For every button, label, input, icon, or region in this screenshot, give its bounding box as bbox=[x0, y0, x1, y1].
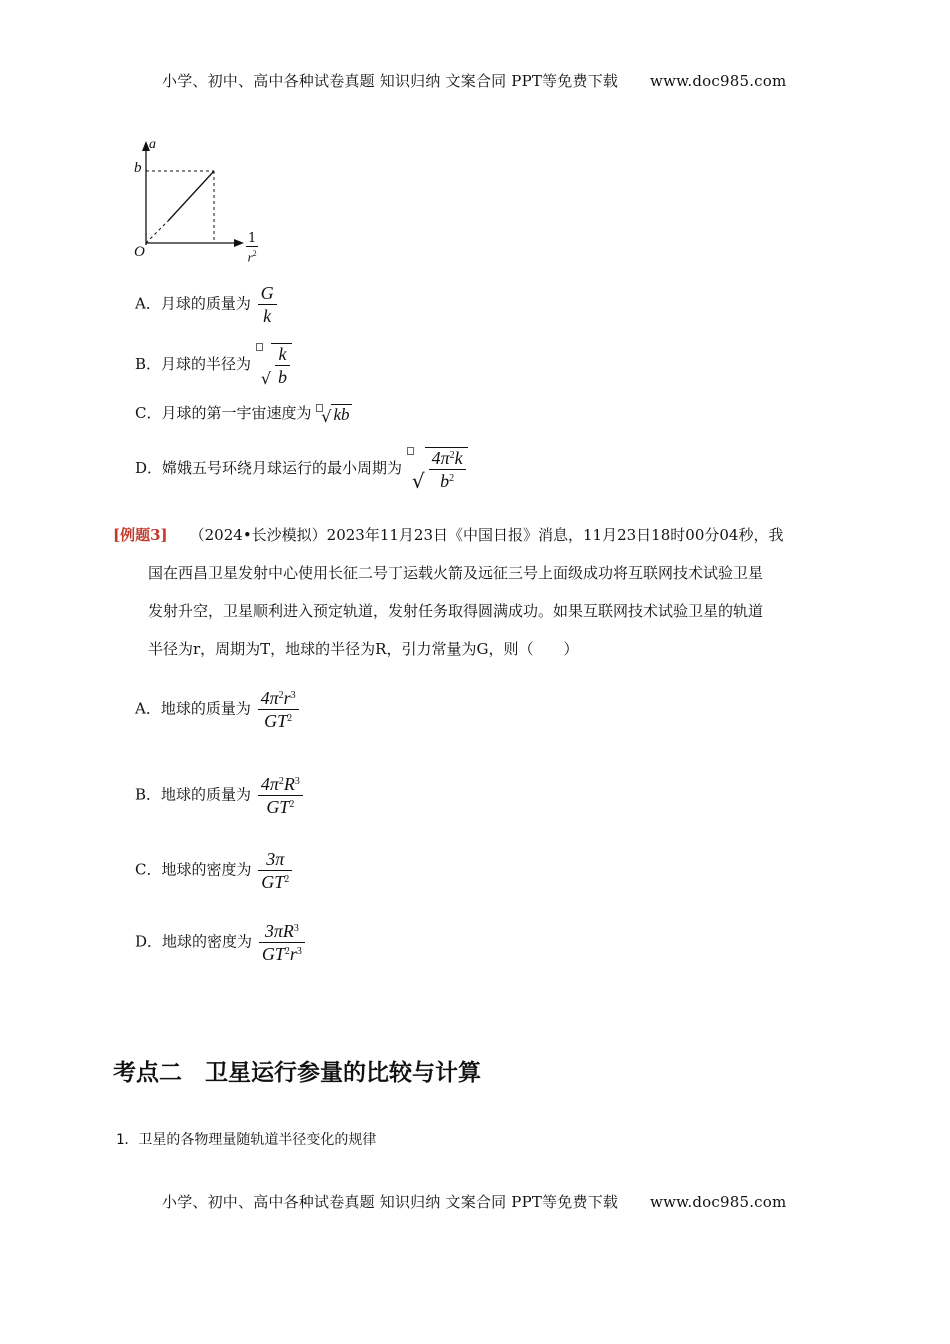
q3-option-b[interactable]: B．地球的质量为 $\frac{4\pi^2R^3}{GT^2}$ bbox=[135, 774, 303, 817]
b-label: b bbox=[134, 160, 142, 176]
data-line bbox=[168, 171, 214, 221]
y-axis-label: a bbox=[149, 137, 156, 152]
x-axis-arrow bbox=[234, 239, 244, 247]
example-label: [例题3] bbox=[113, 526, 168, 544]
page-footer bbox=[162, 1191, 786, 1212]
fraction-earth-mass-R: $\frac{4\pi^2R^3}{GT^2}$ bbox=[258, 774, 303, 817]
sqrt-min-period: √ $\frac{4\pi^2k}{b^2}$ bbox=[407, 447, 468, 491]
section-title: 考点二 卫星运行参量的比较与计算 bbox=[113, 1060, 481, 1086]
footer-text: 小学、初中、高中各种试卷真题 知识归纳 文案合同 PPT等免费下载 bbox=[162, 1193, 619, 1211]
header-text: 小学、初中、高中各种试卷真题 知识归纳 文案合同 PPT等免费下载 bbox=[162, 72, 619, 90]
header-url: www.doc985.com bbox=[650, 72, 787, 90]
footer-url: www.doc985.com bbox=[650, 1193, 787, 1211]
page-header bbox=[162, 70, 786, 91]
sqrt-k-over-b: √ $\frac{k}{b}$ bbox=[256, 343, 292, 387]
q2-option-b[interactable]: B．月球的半径为 √ $\frac{k}{b}$ bbox=[135, 343, 292, 387]
q3-option-c[interactable]: C．地球的密度为 $\frac{3\pi}{GT^2}$ bbox=[135, 849, 292, 892]
line-extension bbox=[146, 221, 168, 243]
fraction-density-d: $\frac{3\pi R^3}{GT^2r^3}$ bbox=[259, 921, 305, 964]
q2-option-d[interactable]: D．嫦娥五号环绕月球运行的最小周期为 √ $\frac{4\pi^2k}{b^2}$ bbox=[135, 447, 468, 491]
fraction-g-over-k: $\frac{G}{k}$ bbox=[258, 283, 277, 326]
sqrt-kb: √ kb bbox=[316, 404, 351, 425]
q2-option-c[interactable]: C．月球的第一宇宙速度为 √ kb bbox=[135, 404, 350, 426]
stem-line-4: 半径为r，周期为T，地球的半径为R，引力常量为G，则（ ） bbox=[148, 640, 579, 658]
origin-label: O bbox=[134, 244, 145, 260]
fraction-density-c: $\frac{3\pi}{GT^2}$ bbox=[258, 849, 292, 892]
q3-option-a[interactable]: A．地球的质量为 $\frac{4\pi^2r^3}{GT^2}$ bbox=[135, 688, 299, 731]
q3-stem bbox=[113, 516, 843, 668]
stem-line-2: 国在西昌卫星发射中心使用长征二号丁运载火箭及远征三号上面级成功将互联网技术试验卫星 bbox=[148, 564, 764, 582]
section-item-1: 1．卫星的各物理量随轨道半径变化的规律 bbox=[116, 1132, 377, 1148]
stem-line-1: （2024•长沙模拟）2023年11月23日《中国日报》消息，11月23日18时00分04秒，我 bbox=[189, 526, 784, 544]
x-axis-label: 1 $r^2$ bbox=[247, 231, 257, 265]
fraction-earth-mass-r: $\frac{4\pi^2r^3}{GT^2}$ bbox=[258, 688, 299, 731]
stem-line-3: 发射升空，卫星顺利进入预定轨道，发射任务取得圆满成功。如果互联网技术试验卫星的轨道 bbox=[148, 602, 764, 620]
q2-option-a[interactable]: A．月球的质量为 $\frac{G}{k}$ bbox=[135, 283, 277, 326]
q3-option-d[interactable]: D．地球的密度为 $\frac{3\pi R^3}{GT^2r^3}$ bbox=[135, 921, 305, 964]
